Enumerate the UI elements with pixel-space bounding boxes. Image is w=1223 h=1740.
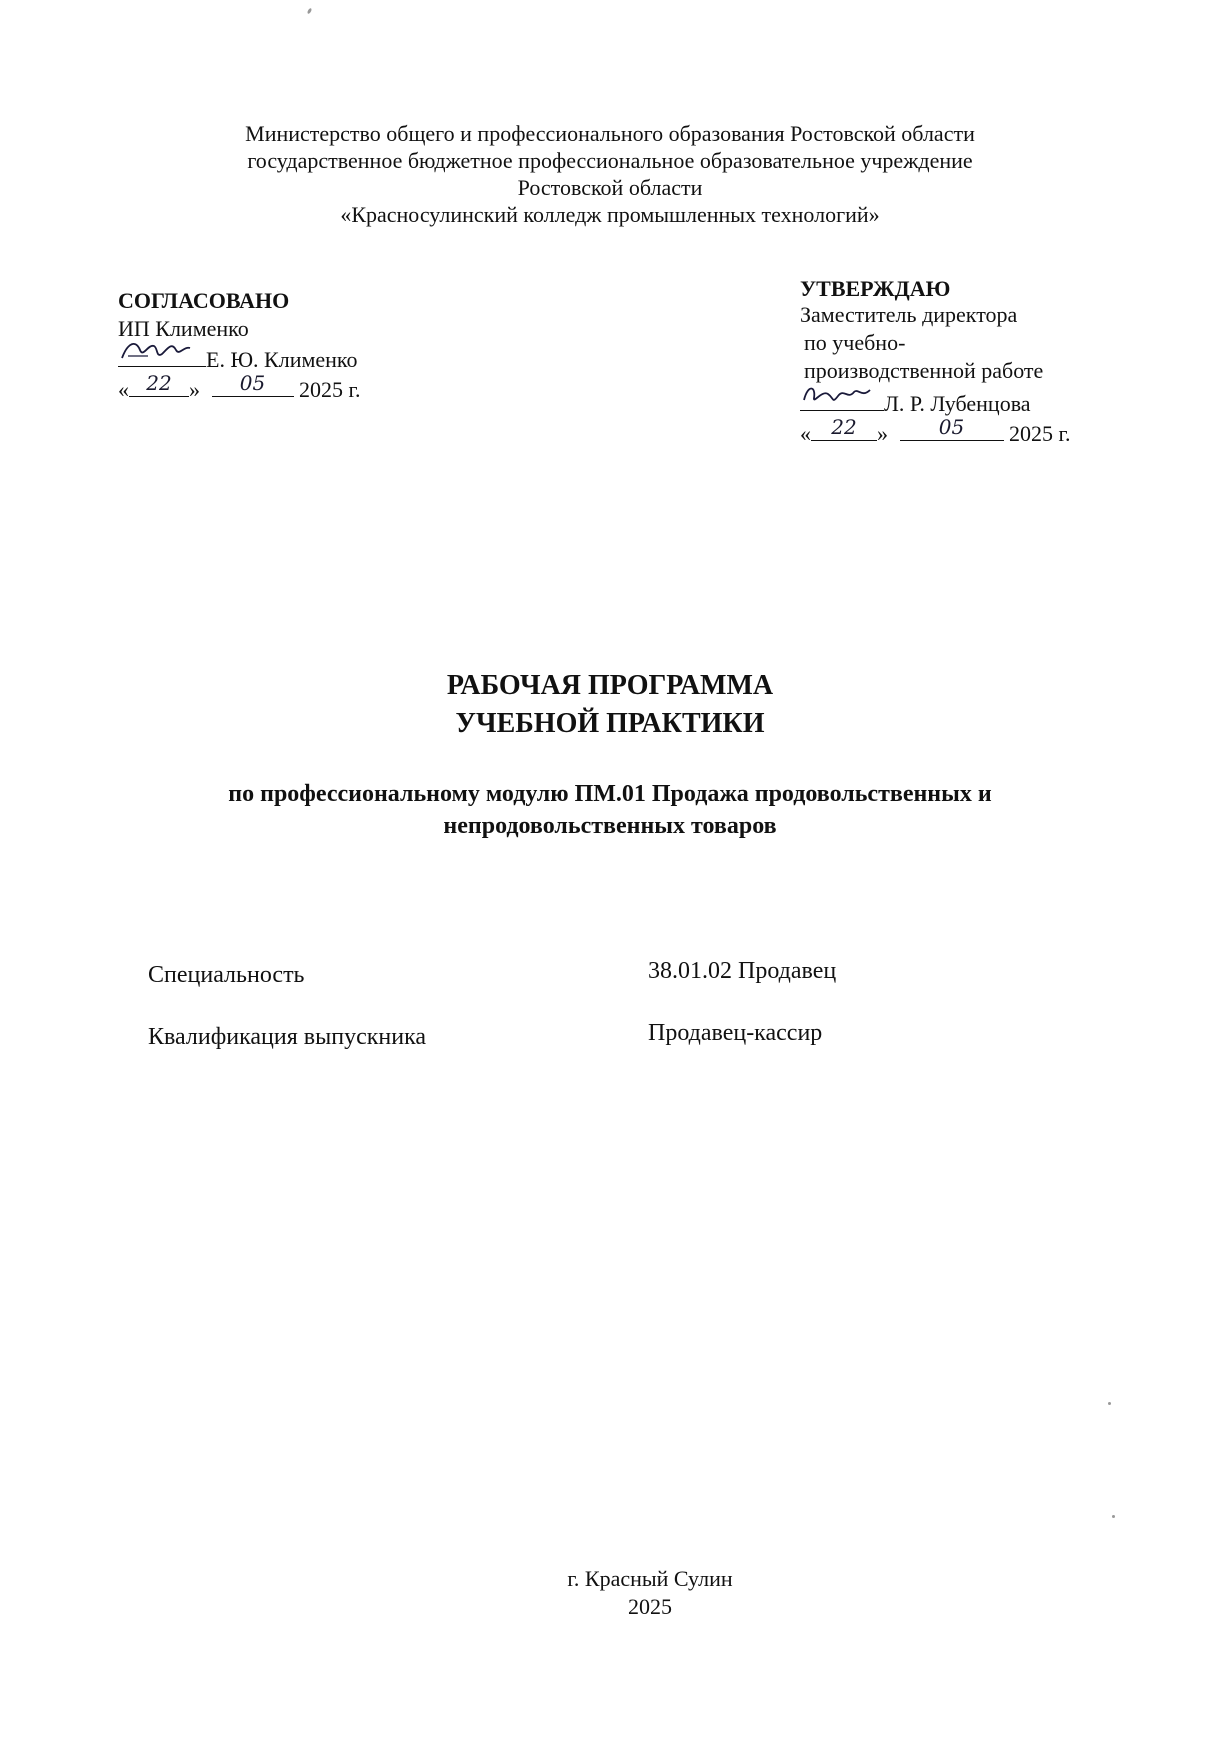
quote-open: « <box>800 421 811 446</box>
approved-signatory: Е. Ю. Клименко <box>206 347 358 372</box>
signature-lubentsova <box>800 388 884 411</box>
approved-year: 2025 г. <box>299 377 361 402</box>
approved-day: 22 <box>146 371 172 395</box>
confirm-position-3: производственной работе <box>804 358 1044 383</box>
approved-title: СОГЛАСОВАНО <box>118 288 290 313</box>
scan-speck <box>1108 1402 1111 1405</box>
quote-open: « <box>118 377 129 402</box>
confirm-day: 22 <box>831 415 857 439</box>
footer-year: 2025 <box>628 1594 672 1619</box>
quote-close: » <box>877 421 888 446</box>
scan-speck <box>307 8 313 15</box>
confirm-month: 05 <box>938 415 965 439</box>
confirm-day-field <box>811 415 877 441</box>
header-college-name: «Красносулинский колледж промышленных технологий» <box>340 202 880 227</box>
confirm-signatory: Л. Р. Лубенцова <box>884 391 1031 416</box>
confirm-date <box>800 415 1071 447</box>
approved-org: ИП Клименко <box>118 316 249 341</box>
header-region: Ростовской области <box>517 175 703 200</box>
program-title-line-1: РАБОЧАЯ ПРОГРАММА <box>446 670 774 701</box>
qualification-label: Квалификация выпускника <box>148 1024 427 1050</box>
confirm-position-1: Заместитель директора <box>800 302 1018 327</box>
header-ministry: Министерство общего и профессионального образования Ростовской области <box>245 121 975 146</box>
program-title-line-2: УЧЕБНОЙ ПРАКТИКИ <box>455 708 765 739</box>
quote-close: » <box>189 377 200 402</box>
approved-month-field <box>212 371 294 397</box>
confirm-month-field <box>900 415 1004 441</box>
module-title-line-1: по профессиональному модулю ПМ.01 Продажа продовольственных и <box>228 781 992 807</box>
specialty-label: Специальность <box>148 962 305 988</box>
signature-klimenko <box>118 344 206 367</box>
approved-month: 05 <box>239 371 266 395</box>
confirm-title: УТВЕРЖДАЮ <box>800 276 951 301</box>
scan-speck <box>1112 1515 1115 1518</box>
specialty-value: 38.01.02 Продавец <box>648 958 837 984</box>
footer-city: г. Красный Сулин <box>567 1566 733 1591</box>
confirm-position-2: по учебно- <box>804 330 906 355</box>
qualification-value: Продавец-кассир <box>648 1020 823 1046</box>
approved-day-field <box>129 371 189 397</box>
header-institution-type: государственное бюджетное профессиональное образовательное учреждение <box>247 148 973 173</box>
signature-mark-icon <box>800 380 884 410</box>
module-title-line-2: непродовольственных товаров <box>443 813 777 839</box>
approved-date <box>118 371 361 403</box>
confirm-signature-line <box>800 388 1031 417</box>
approved-signature-line <box>118 344 358 373</box>
signature-mark-icon <box>118 336 206 366</box>
confirm-year: 2025 г. <box>1009 421 1071 446</box>
